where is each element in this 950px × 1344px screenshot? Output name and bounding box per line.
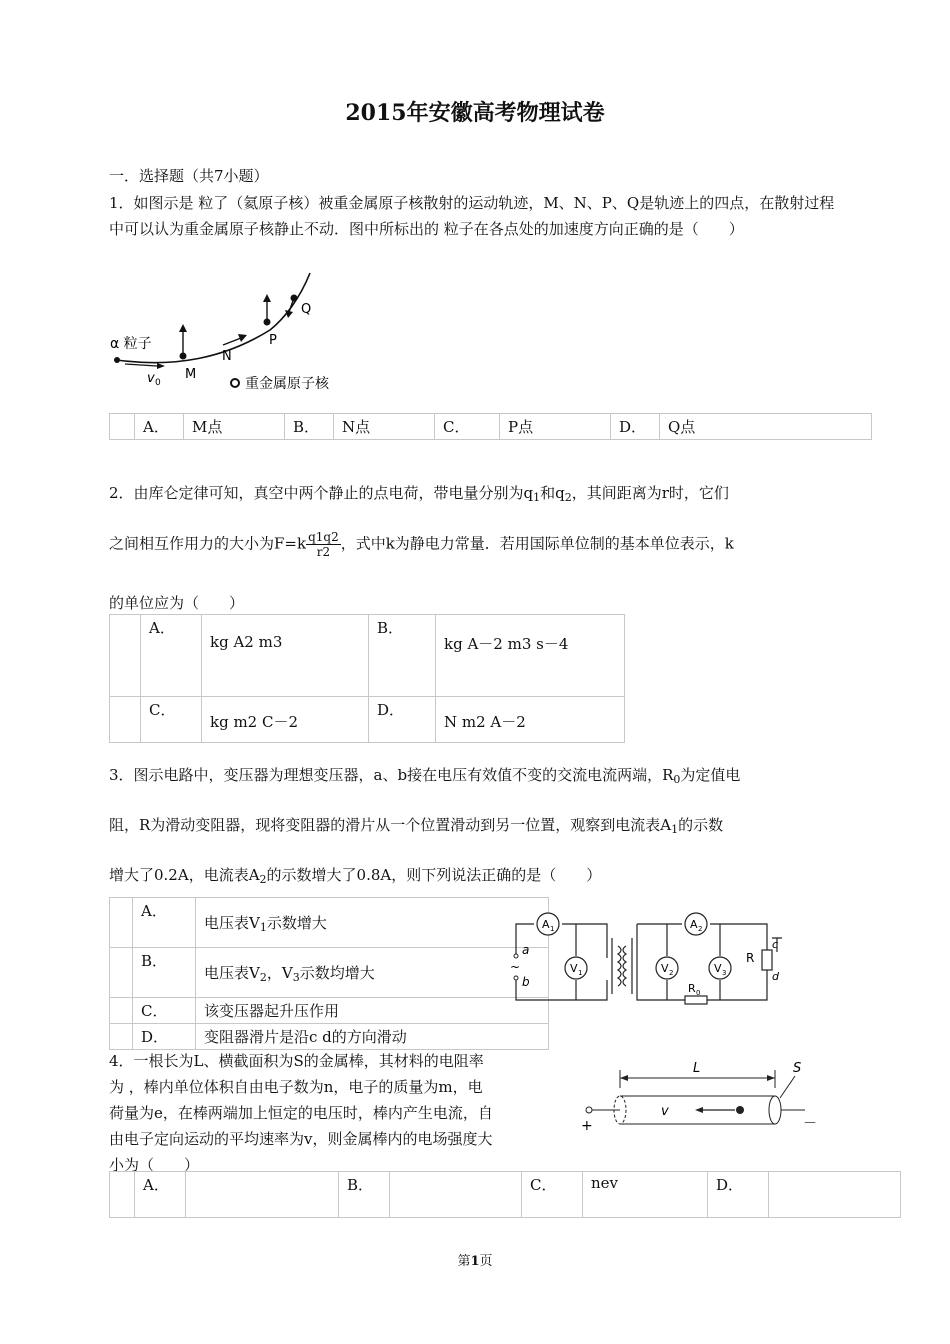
svg-text:a: a: [522, 943, 530, 957]
q2-options-table: [109, 614, 625, 743]
question-4-text: 4．一根长为L、横截面积为S的金属棒，其材料的电阻率 为 ，棒内单位体积自由电子数为n，电子的质量为m，电 荷量为e，在棒两端加上恒定的电压时，棒内产生电流，自 由电子定向运动的平均速率为v，则金属棒内的电场强度大 小为（ ）: [109, 1052, 493, 1174]
svg-text:0: 0: [696, 989, 701, 997]
coulomb-fraction: $\frac{q1q2}{r2}$: [308, 530, 339, 559]
v0-arrowhead: [157, 363, 165, 369]
svg-text:V: V: [714, 962, 722, 975]
question-3-line2: 阻，R为滑动变阻器，现将变阻器的滑片从一个位置滑动到另一位置，观察到电流表$A_1$的示数: [109, 816, 724, 836]
label-v: v: [661, 1104, 669, 1119]
svg-text:A: A: [690, 918, 698, 931]
svg-text:3: 3: [722, 969, 727, 977]
label-P: P: [269, 333, 277, 348]
svg-text:~: ~: [510, 960, 521, 974]
q2-option-a[interactable]: kg A2 m3: [202, 615, 369, 697]
q3-option-d[interactable]: 变阻器滑片是沿c d的方向滑动: [196, 1024, 549, 1050]
q3-circuit-figure: [502, 908, 792, 1020]
resistor-r0: [685, 996, 707, 1004]
svg-text:c: c: [772, 938, 779, 951]
label-v0: v: [147, 371, 155, 386]
q4-option-d[interactable]: [769, 1172, 901, 1218]
arrowhead-M: [179, 324, 187, 332]
svg-text:b: b: [522, 975, 530, 989]
q4-rod-figure: [575, 1058, 825, 1138]
svg-text:d: d: [772, 970, 779, 983]
q3-option-b[interactable]: 电压表$V_2$，$V_3$示数均增大: [196, 948, 549, 998]
question-3-line1: 3．图示电路中，变压器为理想变压器，a、b接在电压有效值不变的交流电流两端，$R_0$为定值电: [109, 766, 741, 786]
start-point: [114, 357, 120, 363]
page-title: 2015年安徽高考物理试卷: [345, 100, 605, 126]
q1-option-a-label[interactable]: A．: [135, 414, 184, 440]
q1-option-d[interactable]: Q点: [660, 414, 872, 440]
label-minus: －: [803, 1116, 817, 1132]
nucleus-icon: [231, 379, 239, 387]
svg-text:R: R: [688, 982, 696, 995]
q1-option-a[interactable]: M点: [184, 414, 285, 440]
rheostat-r: [762, 950, 772, 970]
q2-option-b-label[interactable]: B．: [369, 615, 436, 697]
q3-option-a-label[interactable]: A．: [133, 898, 196, 948]
svg-text:R: R: [746, 951, 755, 965]
terminal-a: [514, 954, 518, 958]
question-2-line3: 的单位应为（ ）: [109, 594, 245, 612]
svg-text:2: 2: [698, 925, 703, 933]
label-S: S: [793, 1061, 802, 1076]
label-alpha-particle: α 粒子: [110, 336, 152, 352]
label-N: N: [222, 349, 232, 364]
q4-option-b-label[interactable]: B．: [339, 1172, 390, 1218]
q2-option-c-label[interactable]: C．: [141, 697, 202, 743]
electron: [736, 1106, 744, 1114]
v0-arrow: [125, 364, 157, 366]
q4-option-d-label[interactable]: D．: [708, 1172, 769, 1218]
question-1-text: 1．如图示是 粒了（氦原子核）被重金属原子核散射的运动轨迹，M、N、P、Q是轨迹上的四点，在散射过程中可以认为重金属原子核静止不动．图中所标出的 粒子在各点处的加速度方向正确的是（ ）: [109, 194, 835, 238]
q1-option-b-label[interactable]: B．: [285, 414, 334, 440]
q2-option-c[interactable]: kg m2 C－2: [202, 697, 369, 743]
arrow-N: [223, 338, 241, 345]
svg-text:2: 2: [669, 969, 674, 977]
svg-text:V: V: [570, 962, 578, 975]
arrowhead-P: [263, 294, 271, 302]
q2-option-b[interactable]: kg A－2 m3 s－4: [436, 615, 625, 697]
q1-option-c-label[interactable]: C．: [435, 414, 500, 440]
page-footer: 第1页: [457, 1254, 493, 1269]
q1-options-table: [109, 413, 872, 440]
q3-option-c[interactable]: 该变压器起升压作用: [196, 998, 549, 1024]
svg-text:1: 1: [550, 925, 555, 933]
velocity-arrowhead: [695, 1107, 703, 1113]
plus-terminal: [586, 1107, 592, 1113]
label-v0-sub: 0: [155, 378, 161, 388]
q3-option-c-label[interactable]: C．: [133, 998, 196, 1024]
q4-option-b[interactable]: [390, 1172, 522, 1218]
q4-options-table: [109, 1171, 901, 1218]
q3-option-a[interactable]: 电压表$V_1$示数增大: [196, 898, 549, 948]
terminal-b: [514, 976, 518, 980]
svg-text:V: V: [661, 962, 669, 975]
q2-option-d[interactable]: N m2 A－2: [436, 697, 625, 743]
q2-option-d-label[interactable]: D．: [369, 697, 436, 743]
q4-option-a-label[interactable]: A．: [135, 1172, 186, 1218]
q4-option-a[interactable]: [186, 1172, 339, 1218]
question-3-line3: 增大了0.2A，电流表$A_2$的示数增大了0.8A，则下列说法正确的是（ ）: [109, 866, 602, 886]
q1-option-d-label[interactable]: D．: [611, 414, 660, 440]
q3-options-table: [109, 897, 549, 1050]
q4-option-c-label[interactable]: C．: [522, 1172, 583, 1218]
svg-text:1: 1: [578, 969, 583, 977]
q1-trajectory-figure: [105, 268, 405, 398]
question-2-line1: 2．由库仑定律可知，真空中两个静止的点电荷，带电量分别为$q_1$和$q_2$，其间距离为r时，它们: [109, 484, 729, 504]
section-heading: 一．选择题（共7小题）: [109, 167, 269, 185]
label-plus: +: [581, 1118, 593, 1134]
label-L: L: [693, 1061, 701, 1076]
q4-option-c[interactable]: nev: [583, 1172, 708, 1218]
question-2-line2: 之间相互作用力的大小为F=k $\frac{q1q2}{r2}$ ，式中k为静电力常量．若用国际单位制的基本单位表示，k: [109, 530, 734, 559]
q3-option-b-label[interactable]: B．: [133, 948, 196, 998]
svg-text:A: A: [542, 918, 550, 931]
q1-option-b[interactable]: N点: [334, 414, 435, 440]
label-M: M: [185, 367, 197, 382]
q2-option-a-label[interactable]: A．: [141, 615, 202, 697]
q3-option-d-label[interactable]: D．: [133, 1024, 196, 1050]
q1-option-c[interactable]: P点: [500, 414, 611, 440]
label-Q: Q: [301, 302, 312, 317]
label-nucleus: 重金属原子核: [245, 376, 329, 392]
